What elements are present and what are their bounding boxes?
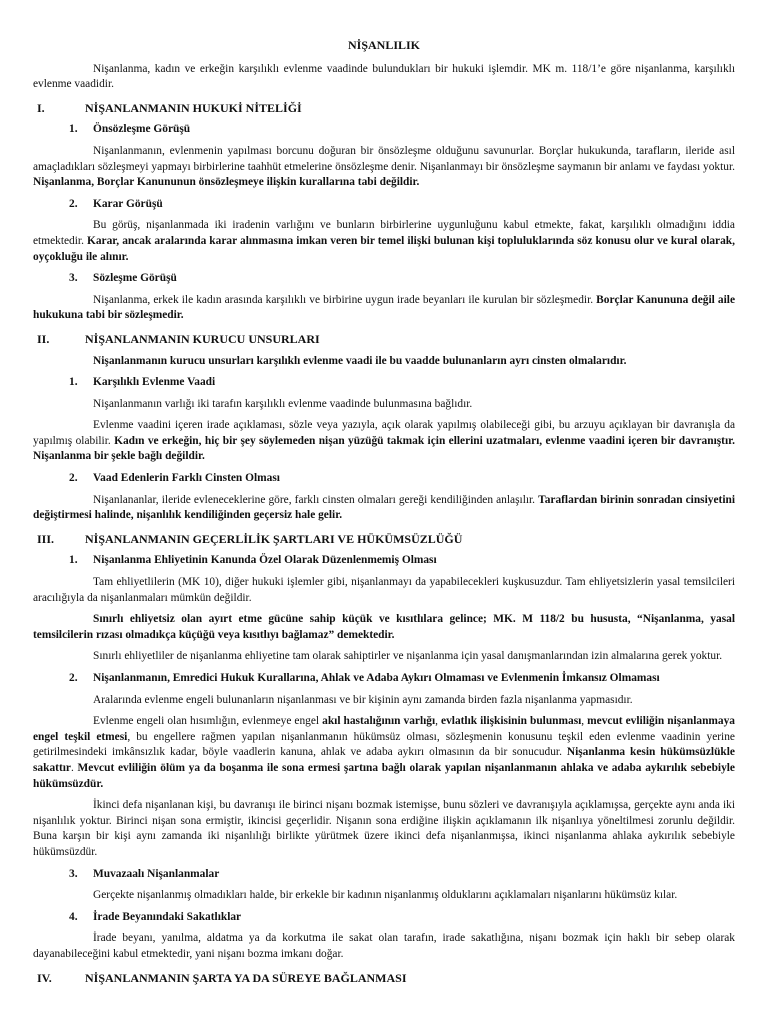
paragraph (33, 714, 735, 792)
paragraph-bold-text: Nişanlanma, Borçlar Kanununun önsözleşmeye ilişkin kurallarına tabi değildir. (33, 176, 420, 189)
section-title: NİŞANLANMANIN HUKUKİ NİTELİĞİ (85, 100, 302, 115)
subsection-number: 1. (69, 554, 78, 567)
paragraph: Aralarında evlenme engeli bulunanların nişanlanması ve bir kişinin aynı zamanda birden fazla nişanlanma yapmasıdır. (93, 693, 633, 706)
paragraph-text: , (435, 715, 442, 728)
subsection-title: Vaad Edenlerin Farklı Cinsten Olması (93, 472, 280, 485)
paragraph-bold-text: Nişanlanma kesin hükümsüzlükle sakattır (33, 746, 735, 774)
paragraph-bold-text: Nişanlanmanın kurucu unsurları karşılıklı evlenme vaadi ile bu vaadde bulunanların ayrı cinsten olmalarıdır. (93, 354, 627, 367)
paragraph-bold-text: akıl hastalığının varlığı (322, 715, 436, 728)
paragraph: İkinci defa nişanlanan kişi, bu davranışı ile birinci nişanı bozmak istemişse, bunu sözleri ve davranışıyla açıklamışsa, gerçekte aynı anda iki nişanlılık yoktur. Birinci nişan sona ermiştir, ikincisi geçerlidir. Nişanın sona erdiğine ilişkin açıklamanın ilk nişanlıya yöneltilmesi zorunlu değildir. Buna karşın bir kişi aynı zamanda iki nişanlılığı birlikte yürütmek üzere ikinci defa nişanlanmışsa, ikinci nişanlanma ahlaka aykırılık sebebiyle hükümsüzdür. (33, 799, 735, 858)
section-heading-2 (33, 332, 735, 348)
intro-paragraph: Nişanlanma, kadın ve erkeğin karşılıklı evlenme vaadinde bulundukları bir hukuki işlemdir. MK m. 118/1’e göre nişanlanma, karşılıklı evlenme vaadidir. (33, 62, 735, 91)
subsection-title: Sözleşme Görüşü (93, 272, 177, 285)
subsection-heading (33, 122, 735, 138)
section-number: I. (37, 100, 45, 115)
section-heading-4 (33, 971, 735, 987)
section-number: III. (37, 531, 55, 546)
section-heading-1 (33, 101, 735, 117)
paragraph (33, 612, 735, 643)
subsection-title: Karşılıklı Evlenme Vaadi (93, 376, 216, 389)
paragraph-bold-text: Taraflardan birinin sonradan cinsiyetini değiştirmesi halinde, nişanlılık kendiliğinden geçersiz hale gelir. (33, 493, 735, 522)
paragraph-text: , bu engellere rağmen yapılan nişanlanmanın hükümsüz olması, sözleşmenin konusunu teşkil eden evlenme vaadinin yerine getirilmesindeki imkânsızlık kadar, böyle vaadlerin kanuna, ahlak ve adaba aykırı olmasının da bir sonucudur. (33, 730, 735, 759)
paragraph-bold-text: Kadın ve erkeğin, hiç bir şey söylemeden nişan yüzüğü takmak için ellerini uzatmaları, evlenme vaadini içeren bir davranıştır. Nişanlanma bir şekle bağlı değildir. (33, 434, 735, 463)
paragraph-text: . (70, 761, 78, 774)
subsection-title: Muvazaalı Nişanlanmalar (93, 867, 220, 880)
paragraph (33, 293, 735, 324)
subsection-heading (33, 197, 735, 213)
paragraph-text: Nişanlananlar, ileride evleneceklerine göre, farklı cinsten olmaları gereği kendiliğinden anlaşılır. (93, 493, 539, 506)
subsection-number: 3. (69, 867, 78, 880)
paragraph-text: Bu görüş, nişanlanmada iki iradenin varlığını ve bunların birbirlerine uygunluğunu kabul etmekte, fakat, karşılıklı olmadığını iddia etmektedir. (33, 219, 735, 247)
document-title: NİŞANLILIK (347, 38, 421, 52)
section-number: IV. (37, 970, 52, 985)
subsection-heading (33, 471, 735, 487)
subsection-number: 1. (69, 123, 78, 136)
paragraph-bold-text: Karar, ancak aralarında karar alınmasına imkan veren bir temel ilişki bulunan kişi topluluklarında söz konusu olur ve kural olarak, oyçokluğu ile alınır. (33, 234, 735, 263)
paragraph (33, 144, 735, 191)
subsection-heading (33, 375, 735, 391)
subsection-heading (33, 271, 735, 287)
paragraph-text: Nişanlanmanın, evlenmenin yapılması borcunu doğuran bir önsözleşme olduğunu savunurlar. Borçlar hukukunda, tarafların, ileride asıl amaçladıkları sözleşmeyi yapmayı birbirlerine taahhüt etmelerine önsözleşme denir. Nişanlanmayı bir önsözleşme saymanın bir anlamı ve faydası yoktur. (33, 144, 735, 173)
paragraph: Nişanlanmanın varlığı iki tarafın karşılıklı evlenme vaadinde bulunmasına bağlıdır. (93, 397, 473, 410)
paragraph-bold-text: Sınırlı ehliyetsiz olan ayırt etme gücüne sahip küçük ve kısıtlılara gelince; MK. M 118/2 bu hususta, “Nişanlanma, yasal temsilcilerin rızası olmadıkça küçüğü veya kısıtlıyı bağlamaz” demektedir. (33, 613, 735, 641)
paragraph-bold-text: Borçlar Kanununa değil aile hukukuna tabi bir sözleşmedir. (33, 293, 735, 322)
subsection-title: İrade Beyanındaki Sakatlıklar (93, 910, 242, 923)
section-heading-3 (33, 532, 735, 548)
subsection-number: 2. (69, 472, 78, 485)
paragraph: Sınırlı ehliyetliler de nişanlanma ehliyetine tam olarak sahiptirler ve nişanlanma için yasal danışmanlarından izin almalarına gerek yoktur. (93, 650, 723, 663)
subsection-number: 4. (69, 910, 78, 923)
paragraph (33, 418, 735, 465)
paragraph: Gerçekte nişanlanmış olmadıkları halde, bir erkekle bir kadının nişanlanmış olduklarını açıklamaları nişanlarını hükümsüz kılar. (93, 889, 678, 902)
subsection-heading (33, 867, 735, 883)
paragraph: Tam ehliyetlilerin (MK 10), diğer hukuki işlemler gibi, nişanlanmayı da yapabilecekleri kuşkusuzdur. Tam ehliyetsizlerin yasal temsilcileri aracılığıyla da nişanlanmaları mümkün değildir. (33, 576, 735, 604)
subsection-number: 3. (69, 272, 78, 285)
paragraph: İrade beyanı, yanılma, aldatma ya da korkutma ile sakat olan tarafın, irade sakatlığına, nişanı bozmak için haklı bir sebep olarak dayanabileceğini kabul etmektedir, yani nişanı bozma imkanı doğar. (33, 932, 735, 960)
paragraph-text: Nişanlanma, erkek ile kadın arasında karşılıklı ve birbirine uygun irade beyanları ile kurulan bir sözleşmedir. (93, 293, 597, 306)
paragraph-text: , (581, 715, 588, 728)
subsection-title: Nişanlanma Ehliyetinin Kanunda Özel Olarak Düzenlenmemiş Olması (93, 554, 437, 567)
section-number: II. (37, 331, 50, 346)
section-title: NİŞANLANMANIN KURUCU UNSURLARI (85, 331, 320, 346)
paragraph-bold-text: Mevcut evliliğin ölüm ya da boşanma ile sona ermesi şartına bağlı olarak yapılan nişanlanmanın ahlaka ve adaba aykırılık sebebiyle hükümsüzdür. (33, 761, 735, 790)
subsection-heading (33, 910, 735, 926)
subsection-title: Karar Görüşü (93, 197, 163, 210)
paragraph (33, 218, 735, 265)
subsection-number: 2. (69, 672, 78, 684)
section-title: NİŞANLANMANIN GEÇERLİLİK ŞARTLARI VE HÜKÜMSÜZLÜĞÜ (85, 531, 463, 546)
subsection-title: Önsözleşme Görüşü (93, 123, 191, 136)
paragraph-bold-text: evlatlık ilişkisinin bulunması (441, 715, 582, 728)
subsection-heading (33, 553, 735, 569)
paragraph-text: Evlenme engeli olan hısımlığın, evlenmeye engel (93, 715, 323, 728)
paragraph (33, 493, 735, 524)
subsection-number: 2. (69, 197, 78, 210)
paragraph-text: Evlenme vaadini içeren irade açıklaması, sözle veya yazıyla, açık olarak yapılmış olabileceği gibi, bu arzuyu açıklayan bir davranışla da yapılmış olabilir. (33, 419, 735, 447)
subsection-heading (33, 671, 735, 687)
subsection-number: 1. (69, 376, 78, 389)
paragraph-bold-text: mevcut evliliğin nişanlanmaya engel teşkil etmesi (33, 715, 735, 743)
section-title: NİŞANLANMANIN ŞARTA YA DA SÜREYE BAĞLANMASI (85, 970, 407, 985)
subsection-title: Nişanlanmanın, Emredici Hukuk Kurallarına, Ahlak ve Adaba Aykırı Olmaması ve Evlenmenin İmkansız Olmaması (93, 672, 660, 684)
paragraph (33, 354, 735, 370)
